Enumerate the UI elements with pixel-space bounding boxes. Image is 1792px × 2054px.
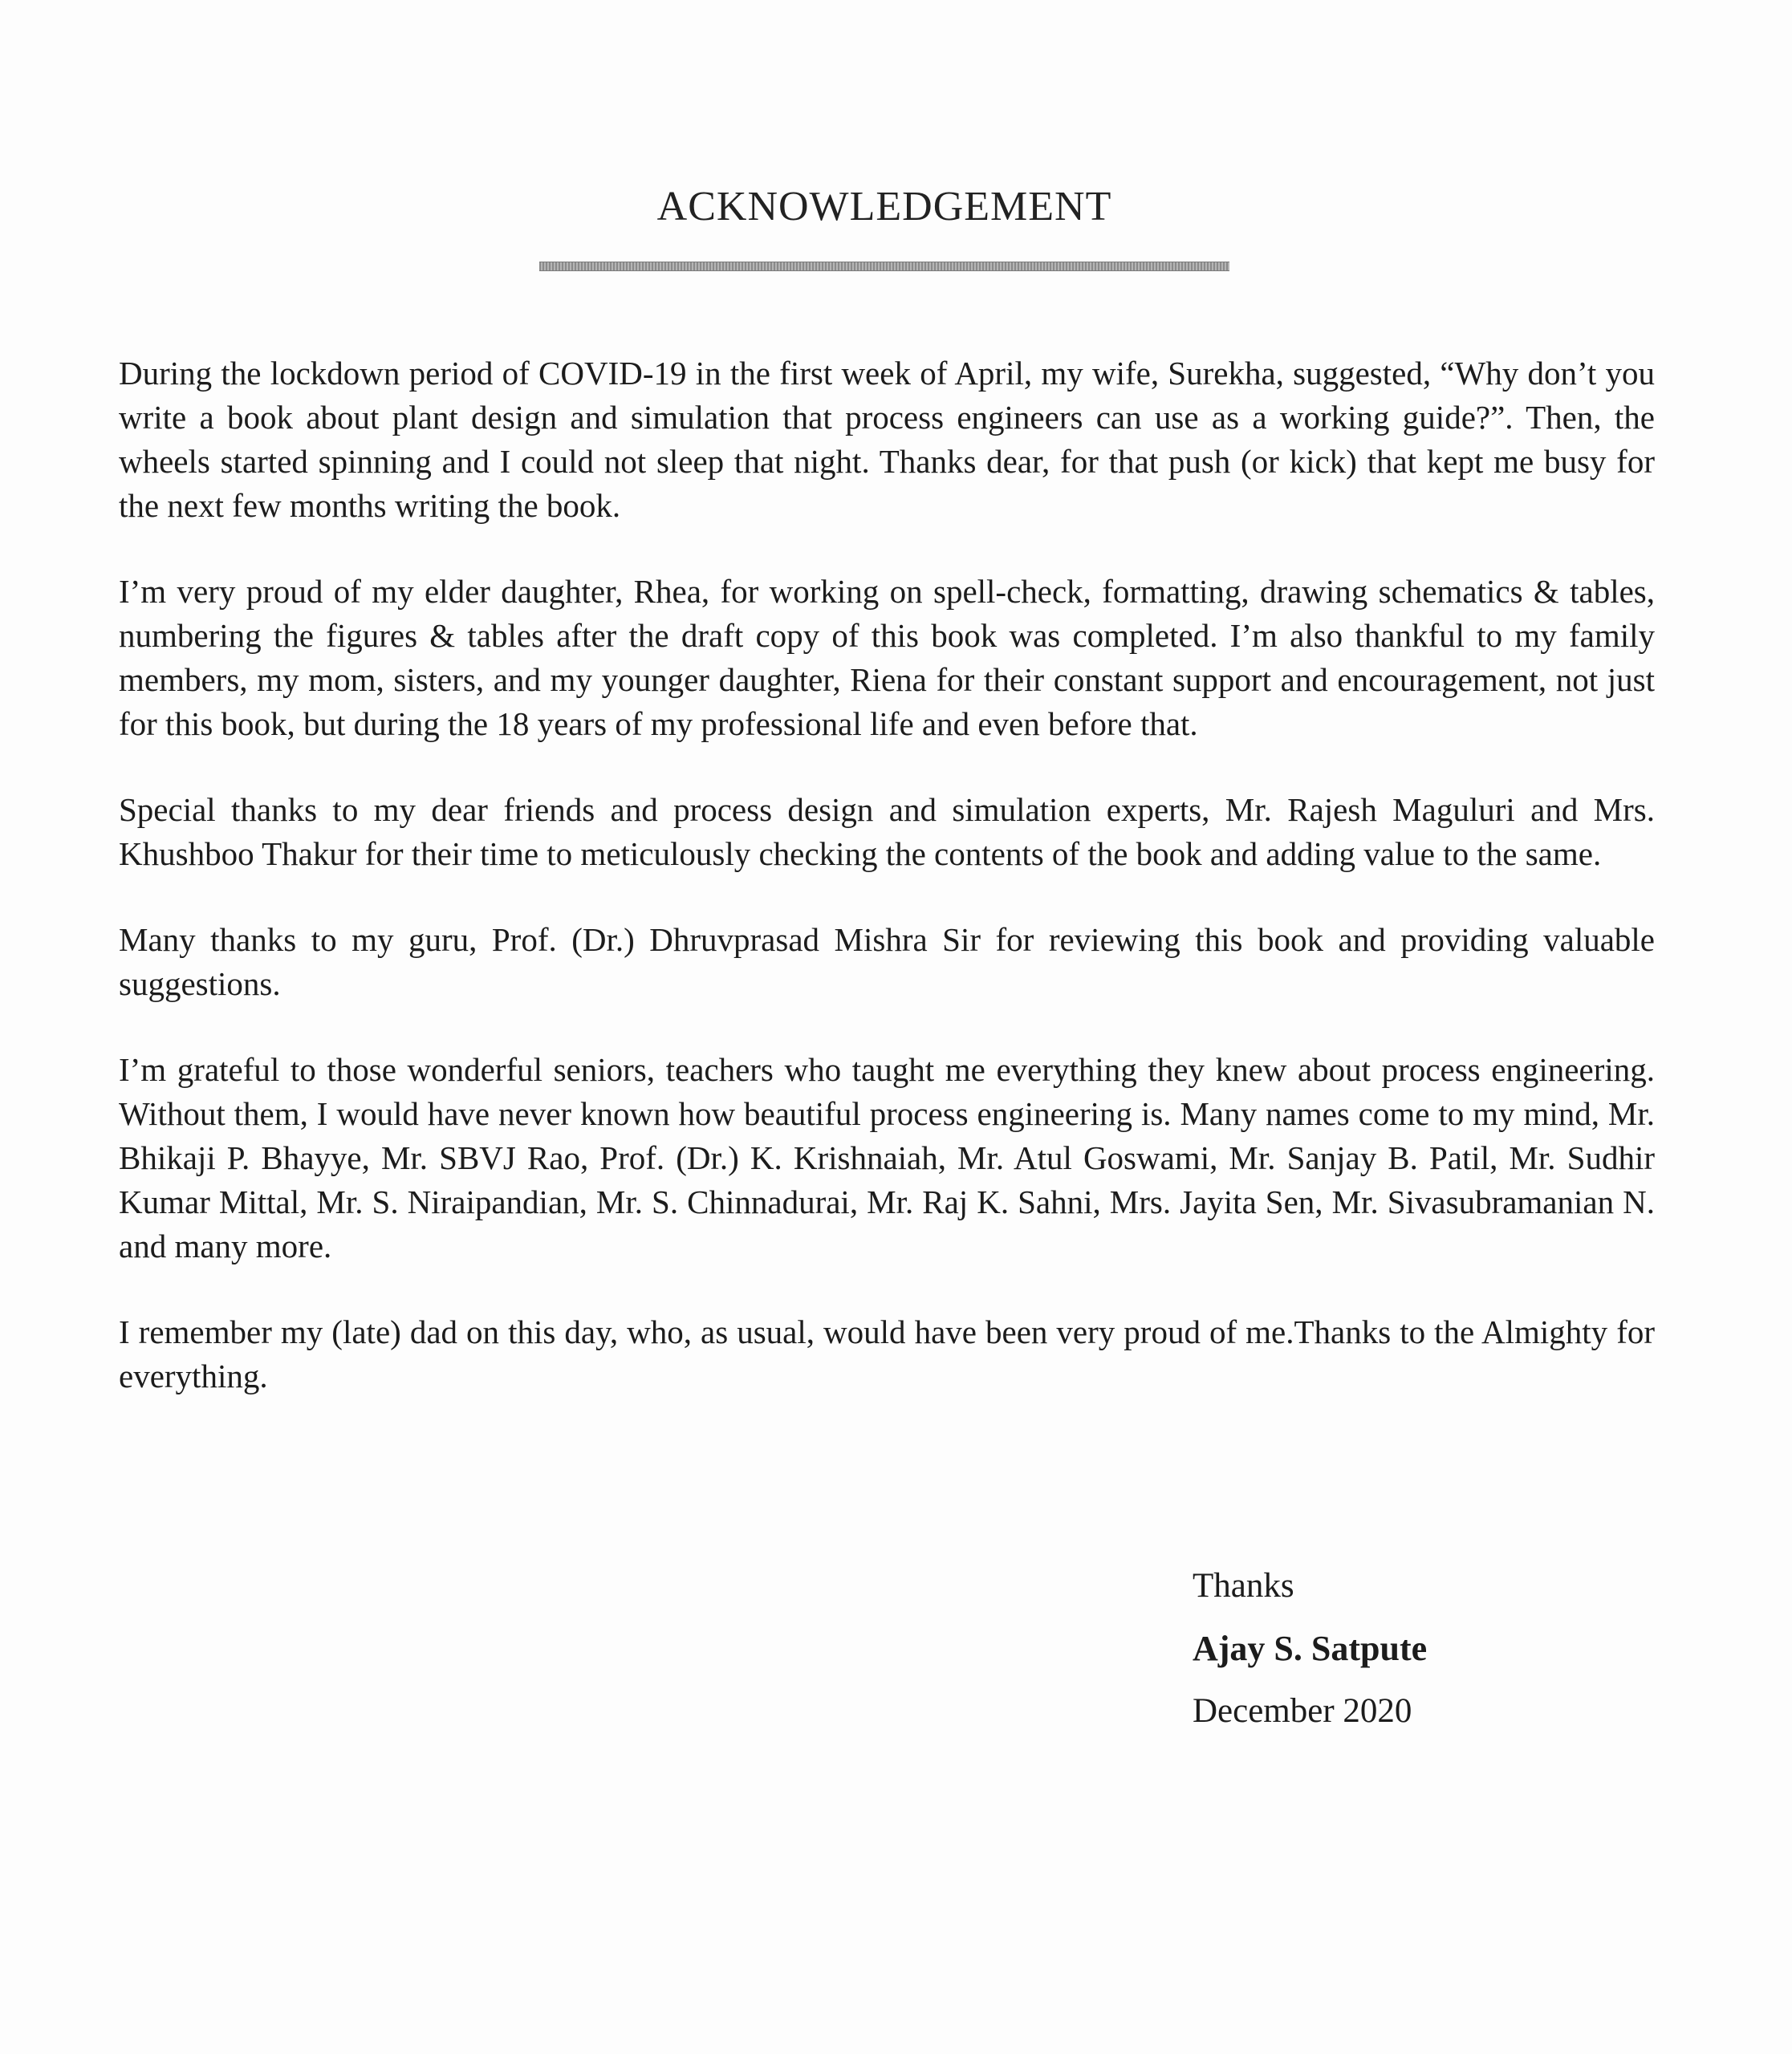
title-underline — [539, 262, 1229, 271]
signature-name: Ajay S. Satpute — [1193, 1629, 1428, 1668]
paragraph-3: Special thanks to my dear friends and process design and simulation experts, Mr. Rajesh Maguluri and Mrs. Khushboo Thakur for their time to meticulously checking the contents of the book and adding value to the same. — [119, 791, 1655, 872]
paragraph-5: I’m grateful to those wonderful seniors, teachers who taught me everything they knew about process engineering. Without them, I would have never known how beautiful process engineering is. Many names come to my mind, Mr. Bhikaji P. Bhayye, Mr. SBVJ Rao, Prof. (Dr.) K. Krishnaiah, Mr. Atul Goswami, Mr. Sanjay B. Patil, Mr. Sudhir Kumar Mittal, Mr. S. Niraipandian, Mr. S. Chinnadurai, Mr. Raj K. Sahni, Mrs. Jayita Sen, Mr. Sivasubramanian N. and many more. — [119, 1051, 1655, 1264]
signature-date: December 2020 — [1193, 1692, 1412, 1730]
signature-closing: Thanks — [1193, 1567, 1294, 1605]
signature-block — [1193, 1565, 1674, 1752]
page-title: ACKNOWLEDGEMENT — [656, 184, 1112, 229]
paragraph-6: I remember my (late) dad on this day, who, as usual, would have been very proud of me.Thanks to the Almighty for everything. — [119, 1313, 1655, 1394]
body-text — [119, 351, 1655, 1440]
paragraph-4: Many thanks to my guru, Prof. (Dr.) Dhruvprasad Mishra Sir for reviewing this book and providing valuable suggestions. — [119, 921, 1655, 1002]
paragraph-2: I’m very proud of my elder daughter, Rhea, for working on spell-check, formatting, drawing schematics & tables, numbering the figures & tables after the draft copy of this book was completed. I’m also thankful to my family members, my mom, sisters, and my younger daughter, Riena for their constant support and encouragement, not just for this book, but during the 18 years of my professional life and even before that. — [119, 573, 1655, 742]
paragraph-1: During the lockdown period of COVID-19 in the first week of April, my wife, Surekha, suggested, “Why don’t you write a book about plant design and simulation that process engineers can use as a working guide?”. Then, the wheels started spinning and I could not sleep that night. Thanks dear, for that push (or kick) that kept me busy for the next few months writing the book. — [119, 355, 1655, 524]
